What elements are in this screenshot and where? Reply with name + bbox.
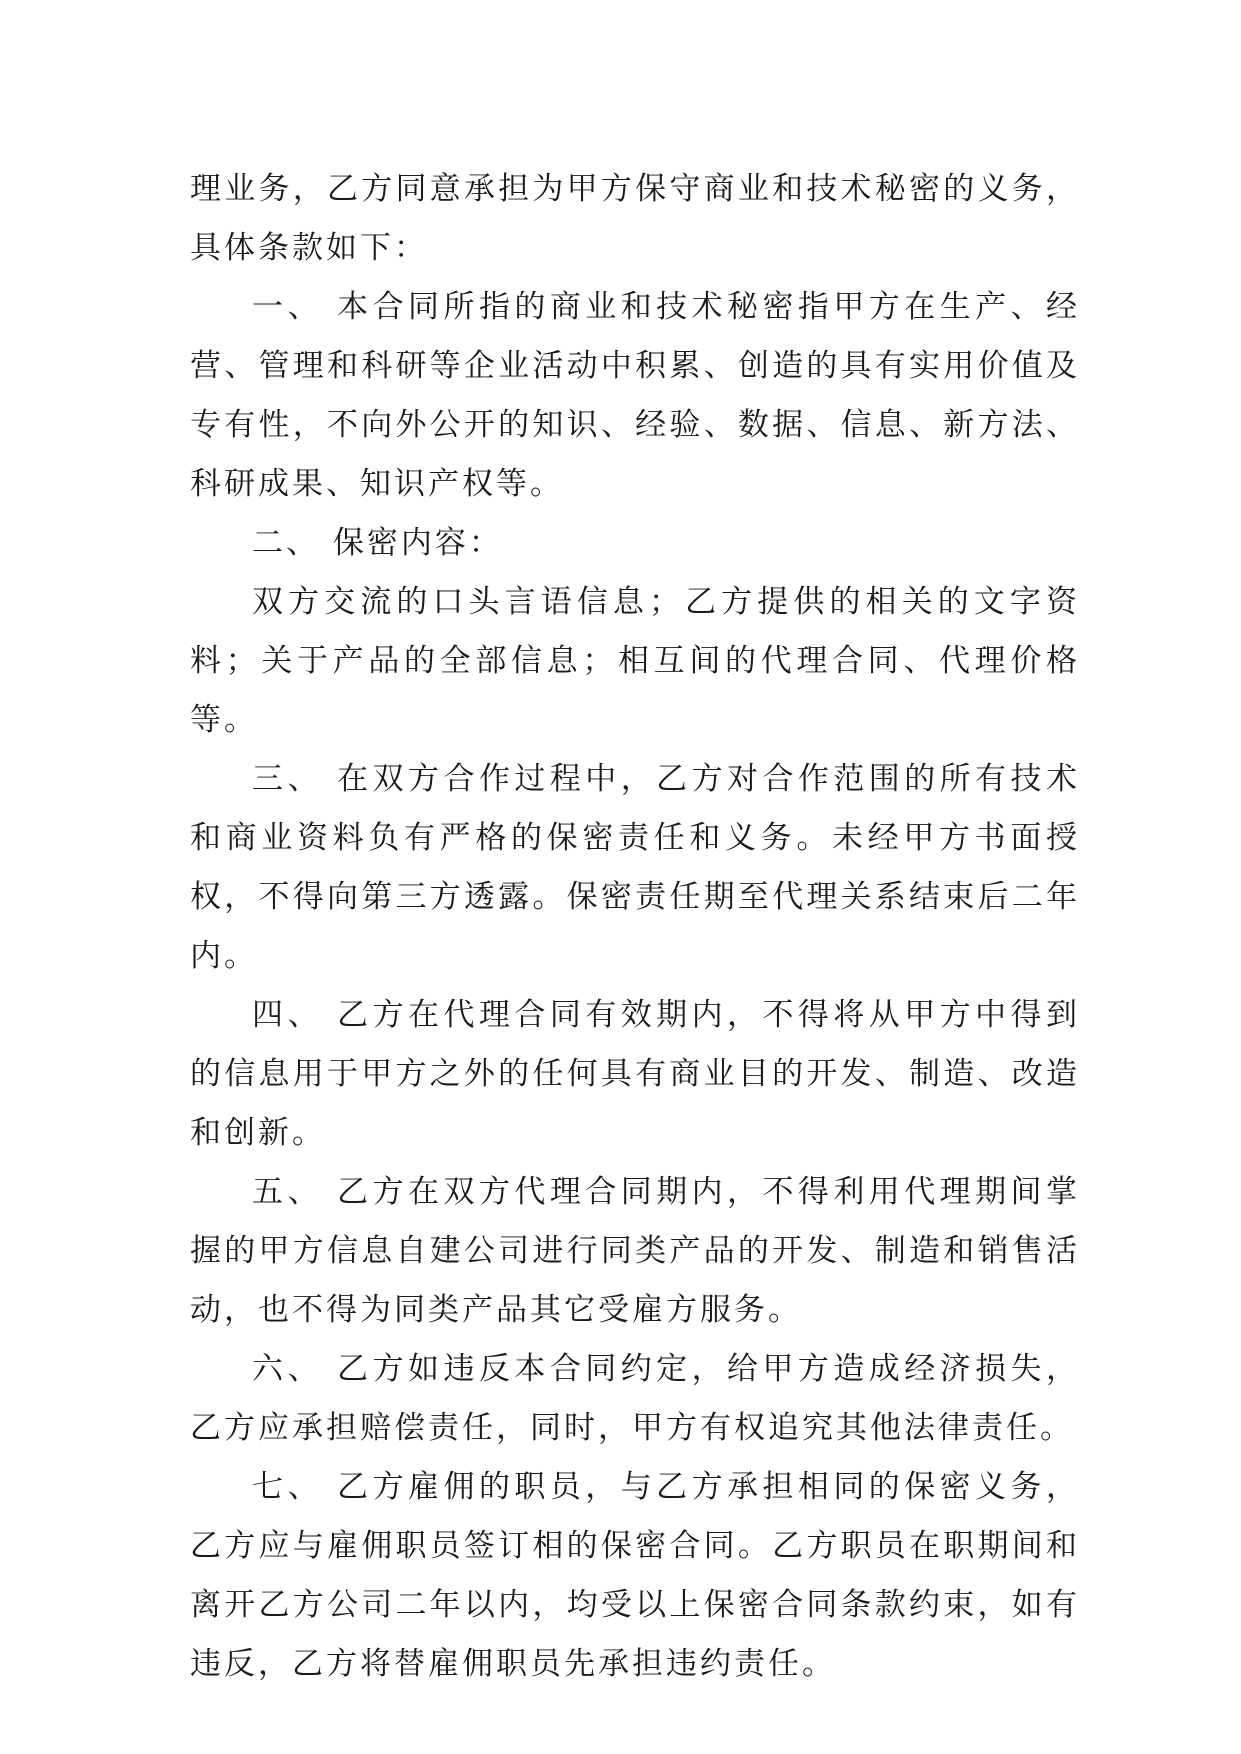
paragraph-clause-6: 六、 乙方如违反本合同约定，给甲方造成经济损失，乙方应承担赔偿责任，同时，甲方有权追究其他法律责任。	[190, 1351, 1080, 1446]
paragraph-clause-5: 五、 乙方在双方代理合同期内，不得利用代理期间掌握的甲方信息自建公司进行同类产品的开发、制造和销售活动，也不得为同类产品其它受雇方服务。	[190, 1174, 1080, 1328]
paragraph-clause-7: 七、 乙方雇佣的职员，与乙方承担相同的保密义务，乙方应与雇佣职员签订相的保密合同。乙方职员在职期间和离开乙方公司二年以内，均受以上保密合同条款约束，如有违反，乙方将替雇佣职员先承担违约责任。	[190, 1469, 1080, 1682]
paragraph-confidential-content: 双方交流的口头言语信息；乙方提供的相关的文字资料；关于产品的全部信息；相互间的代理合同、代理价格等。	[190, 584, 1080, 738]
paragraph-clause-3: 三、 在双方合作过程中，乙方对合作范围的所有技术和商业资料负有严格的保密责任和义务。未经甲方书面授权，不得向第三方透露。保密责任期至代理关系结束后二年内。	[190, 761, 1080, 974]
paragraph-clause-2: 二、 保密内容：	[252, 525, 503, 561]
paragraph-clause-1: 一、 本合同所指的商业和技术秘密指甲方在生产、经营、管理和科研等企业活动中积累、创造的具有实用价值及专有性，不向外公开的知识、经验、数据、信息、新方法、科研成果、知识产权等。	[190, 289, 1080, 502]
paragraph-intro: 理业务，乙方同意承担为甲方保守商业和技术秘密的义务，具体条款如下：	[190, 171, 1080, 266]
document-body	[190, 160, 1080, 1694]
paragraph-clause-4: 四、 乙方在代理合同有效期内，不得将从甲方中得到的信息用于甲方之外的任何具有商业目的开发、制造、改造和创新。	[190, 997, 1080, 1151]
